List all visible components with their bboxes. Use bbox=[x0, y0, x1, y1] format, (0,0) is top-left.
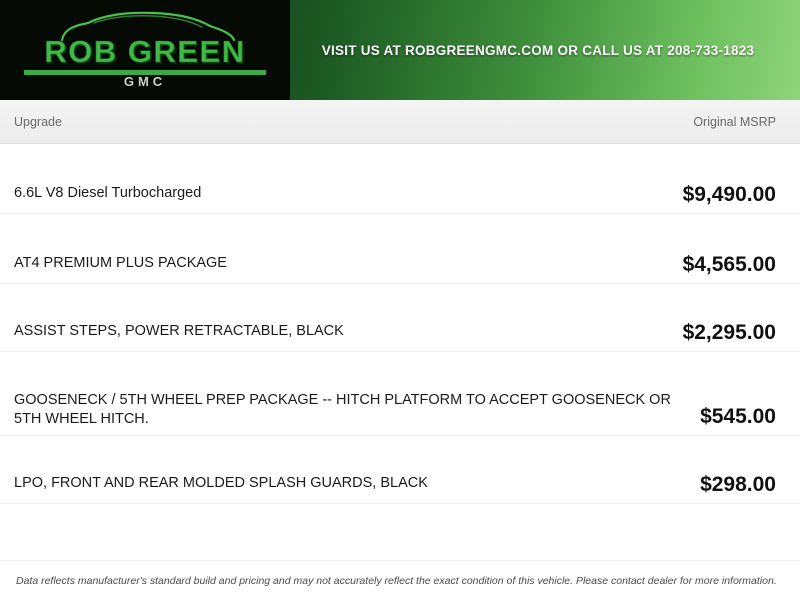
upgrade-label: ASSIST STEPS, POWER RETRACTABLE, BLACK bbox=[14, 323, 344, 339]
upgrade-price: $298.00 bbox=[700, 473, 776, 496]
table-row bbox=[0, 352, 800, 436]
upgrade-price: $2,295.00 bbox=[682, 321, 776, 344]
table-row bbox=[0, 214, 800, 284]
disclaimer-text: Data reflects manufacturer's standard build and pricing and may not accurately reflect the exact condition of this vehicle. Please contact dealer for more information. bbox=[16, 574, 777, 587]
column-header-upgrade: Upgrade bbox=[14, 114, 62, 129]
dealer-brand: GMC bbox=[123, 74, 167, 89]
disclaimer-bar bbox=[0, 560, 800, 600]
upgrade-label: 6.6L V8 Diesel Turbocharged bbox=[14, 185, 202, 201]
upgrade-price: $9,490.00 bbox=[682, 183, 776, 206]
site-header bbox=[0, 0, 800, 100]
upgrade-price: $4,565.00 bbox=[682, 253, 776, 276]
dealer-logo-inner bbox=[20, 8, 270, 92]
dealer-contact-line: VISIT US AT ROBGREENGMC.COM OR CALL US AT 208-733-1823 bbox=[321, 42, 755, 58]
dealer-name: ROB GREEN bbox=[44, 34, 246, 69]
table-header-row bbox=[0, 100, 800, 144]
upgrade-price: $545.00 bbox=[700, 405, 776, 428]
column-header-msrp: Original MSRP bbox=[693, 114, 776, 129]
table-row bbox=[0, 144, 800, 214]
table-row bbox=[0, 436, 800, 504]
upgrade-label: GOOSENECK / 5TH WHEEL PREP PACKAGE -- HITCH PLATFORM TO ACCEPT GOOSENECK OR 5TH WHEEL HITCH. bbox=[14, 392, 671, 427]
upgrades-table bbox=[0, 100, 800, 560]
upgrade-label: LPO, FRONT AND REAR MOLDED SPLASH GUARDS, BLACK bbox=[14, 475, 428, 491]
table-body bbox=[0, 144, 800, 560]
upgrade-label: AT4 PREMIUM PLUS PACKAGE bbox=[14, 255, 227, 271]
dealer-logo[interactable] bbox=[0, 0, 290, 100]
table-row bbox=[0, 284, 800, 352]
